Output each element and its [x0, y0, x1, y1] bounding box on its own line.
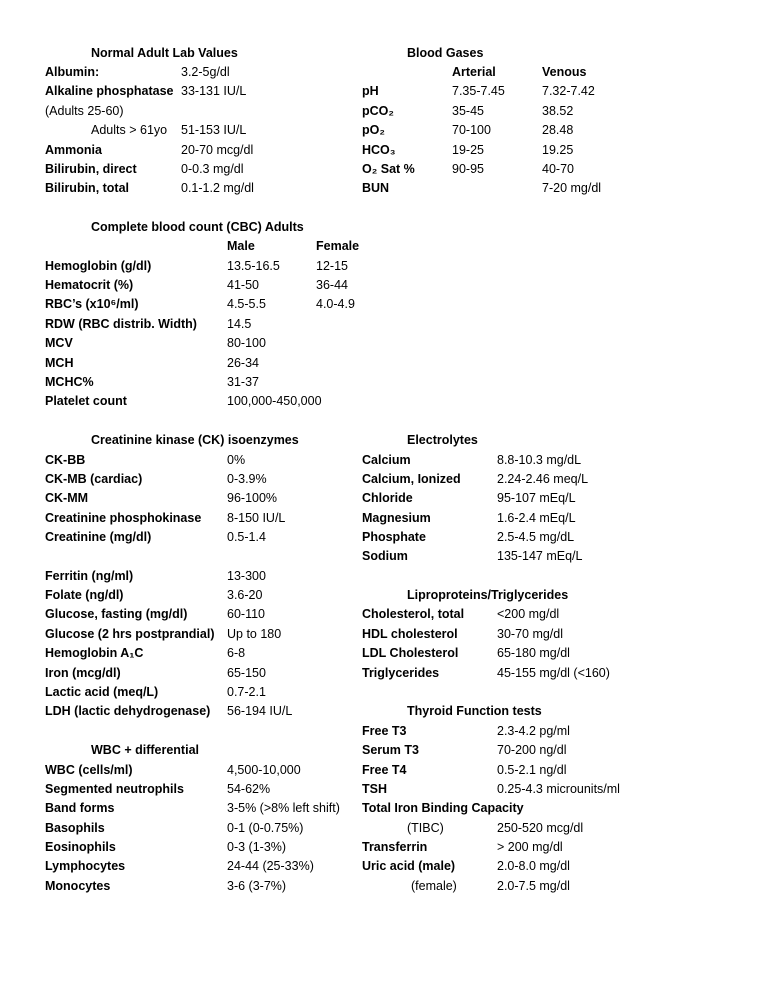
- lactic-label: Lactic acid (meq/L): [45, 685, 159, 699]
- glucose-pp-value: Up to 180: [227, 627, 282, 641]
- cholesterol-total-value: <200 mg/dl: [497, 607, 560, 621]
- pco2-arterial: 35-45: [452, 104, 484, 118]
- ldl-value: 65-180 mg/dl: [497, 646, 570, 660]
- sodium-label: Sodium: [362, 549, 408, 563]
- lipids-title: Liproproteins/Triglycerides: [407, 588, 569, 602]
- ammonia-value: 20-70 mcg/dl: [181, 143, 254, 157]
- hematocrit-male: 41-50: [227, 278, 259, 292]
- o2sat-arterial: 90-95: [452, 162, 484, 176]
- mch-value: 26-34: [227, 356, 259, 370]
- lymphocytes-value: 24-44 (25-33%): [227, 859, 314, 873]
- iron-value: 65-150: [227, 666, 266, 680]
- o2sat-venous: 40-70: [542, 162, 574, 176]
- sodium-value: 135-147 mEq/L: [497, 549, 583, 563]
- rbc-label: RBC’s (x10⁶/ml): [45, 297, 139, 311]
- po2-arterial: 70-100: [452, 123, 491, 137]
- glucose-fasting-value: 60-110: [227, 607, 265, 621]
- folate-value: 3.6-20: [227, 588, 263, 602]
- alk-phos-age-note: (Adults 25-60): [45, 104, 124, 118]
- free-t4-label: Free T4: [362, 763, 407, 777]
- po2-venous: 28.48: [542, 123, 574, 137]
- wbc-label: WBC (cells/ml): [45, 763, 133, 777]
- phosphate-value: 2.5-4.5 mg/dL: [497, 530, 575, 544]
- tibc-label: Total Iron Binding Capacity: [362, 801, 524, 815]
- triglycerides-label: Triglycerides: [362, 666, 440, 680]
- hemoglobin-label: Hemoglobin (g/dl): [45, 259, 152, 273]
- tibc-abbrev: (TIBC): [407, 821, 444, 835]
- mcv-label: MCV: [45, 336, 73, 350]
- hematocrit-female: 36-44: [316, 278, 348, 292]
- hco3-venous: 19.25: [542, 143, 574, 157]
- ph-arterial: 7.35-7.45: [452, 84, 505, 98]
- eosinophils-value: 0-3 (1-3%): [227, 840, 287, 854]
- rbc-female: 4.0-4.9: [316, 297, 355, 311]
- triglycerides-value: 45-155 mg/dl (<160): [497, 666, 610, 680]
- ck-mb-label: CK-MB (cardiac): [45, 472, 143, 486]
- cbc-col-male: Male: [227, 239, 255, 253]
- monocytes-label: Monocytes: [45, 879, 111, 893]
- magnesium-value: 1.6-2.4 mEq/L: [497, 511, 576, 525]
- ck-bb-label: CK-BB: [45, 453, 86, 467]
- rbc-male: 4.5-5.5: [227, 297, 266, 311]
- ck-mm-value: 96-100%: [227, 491, 278, 505]
- alk-phos-value: 33-131 IU/L: [181, 84, 247, 98]
- ldh-value: 56-194 IU/L: [227, 704, 293, 718]
- wbc-title: WBC + differential: [91, 743, 199, 757]
- rdw-label: RDW (RBC distrib. Width): [45, 317, 197, 331]
- cpk-label: Creatinine phosphokinase: [45, 511, 202, 525]
- hco3-arterial: 19-25: [452, 143, 484, 157]
- bands-label: Band forms: [45, 801, 115, 815]
- mchc-label: MCHC%: [45, 375, 94, 389]
- creatinine-value: 0.5-1.4: [227, 530, 266, 544]
- cholesterol-total-label: Cholesterol, total: [362, 607, 465, 621]
- electrolytes-title: Electrolytes: [407, 433, 478, 447]
- transferrin-label: Transferrin: [362, 840, 428, 854]
- hdl-label: HDL cholesterol: [362, 627, 458, 641]
- tibc-value: 250-520 mcg/dl: [497, 821, 584, 835]
- pco2-label: pCO₂: [362, 104, 394, 118]
- hba1c-label: Hemoglobin A₁C: [45, 646, 144, 660]
- bun-label: BUN: [362, 181, 390, 195]
- tsh-value: 0.25-4.3 microunits/ml: [497, 782, 620, 796]
- ck-mb-value: 0-3.9%: [227, 472, 267, 486]
- mcv-value: 80-100: [227, 336, 266, 350]
- ph-label: pH: [362, 84, 379, 98]
- ldh-label: LDH (lactic dehydrogenase): [45, 704, 211, 718]
- normal-title: Normal Adult Lab Values: [91, 46, 238, 60]
- bili-direct-label: Bilirubin, direct: [45, 162, 137, 176]
- neutrophils-value: 54-62%: [227, 782, 271, 796]
- serum-t3-label: Serum T3: [362, 743, 419, 757]
- free-t3-label: Free T3: [362, 724, 407, 738]
- serum-t3-value: 70-200 ng/dl: [497, 743, 567, 757]
- eosinophils-label: Eosinophils: [45, 840, 116, 854]
- creatinine-label: Creatinine (mg/dl): [45, 530, 152, 544]
- ck-mm-label: CK-MM: [45, 491, 89, 505]
- platelet-value: 100,000-450,000: [227, 394, 322, 408]
- calcium-ionized-label: Calcium, Ionized: [362, 472, 461, 486]
- transferrin-value: > 200 mg/dl: [497, 840, 563, 854]
- calcium-ionized-value: 2.24-2.46 meq/L: [497, 472, 589, 486]
- albumin-value: 3.2-5g/dl: [181, 65, 230, 79]
- cbc-col-female: Female: [316, 239, 360, 253]
- thyroid-title: Thyroid Function tests: [407, 704, 542, 718]
- gases-col-venous: Venous: [542, 65, 587, 79]
- calcium-value: 8.8-10.3 mg/dL: [497, 453, 582, 467]
- albumin-label: Albumin:: [45, 65, 100, 79]
- ph-venous: 7.32-7.42: [542, 84, 595, 98]
- free-t4-value: 0.5-2.1 ng/dl: [497, 763, 567, 777]
- lactic-value: 0.7-2.1: [227, 685, 266, 699]
- ldl-label: LDL Cholesterol: [362, 646, 459, 660]
- basophils-label: Basophils: [45, 821, 105, 835]
- alk-phos-label: Alkaline phosphatase: [45, 84, 174, 98]
- neutrophils-label: Segmented neutrophils: [45, 782, 184, 796]
- chloride-value: 95-107 mEq/L: [497, 491, 576, 505]
- basophils-value: 0-1 (0-0.75%): [227, 821, 304, 835]
- glucose-pp-label: Glucose (2 hrs postprandial): [45, 627, 215, 641]
- iron-label: Iron (mcg/dl): [45, 666, 121, 680]
- bili-total-label: Bilirubin, total: [45, 181, 130, 195]
- bili-total-value: 0.1-1.2 mg/dl: [181, 181, 254, 195]
- ferritin-value: 13-300: [227, 569, 266, 583]
- platelet-label: Platelet count: [45, 394, 127, 408]
- hdl-value: 30-70 mg/dl: [497, 627, 564, 641]
- rdw-value: 14.5: [227, 317, 252, 331]
- hco3-label: HCO₃: [362, 143, 396, 157]
- mchc-value: 31-37: [227, 375, 259, 389]
- cpk-value: 8-150 IU/L: [227, 511, 286, 525]
- ammonia-label: Ammonia: [45, 143, 102, 157]
- phosphate-label: Phosphate: [362, 530, 426, 544]
- gases-col-arterial: Arterial: [452, 65, 496, 79]
- calcium-label: Calcium: [362, 453, 411, 467]
- pco2-venous: 38.52: [542, 104, 574, 118]
- alk-phos-older-value: 51-153 IU/L: [181, 123, 247, 137]
- ck-bb-value: 0%: [227, 453, 246, 467]
- magnesium-label: Magnesium: [362, 511, 431, 525]
- hemoglobin-male: 13.5-16.5: [227, 259, 280, 273]
- uric-male-label: Uric acid (male): [362, 859, 456, 873]
- uric-male-value: 2.0-8.0 mg/dl: [497, 859, 570, 873]
- bands-value: 3-5% (>8% left shift): [227, 801, 340, 815]
- alk-phos-older-label: Adults > 61yo: [91, 123, 168, 137]
- cbc-title: Complete blood count (CBC) Adults: [91, 220, 304, 234]
- free-t3-value: 2.3-4.2 pg/ml: [497, 724, 570, 738]
- uric-female-value: 2.0-7.5 mg/dl: [497, 879, 570, 893]
- ck-title: Creatinine kinase (CK) isoenzymes: [91, 433, 299, 447]
- wbc-value: 4,500-10,000: [227, 763, 301, 777]
- o2sat-label: O₂ Sat %: [362, 162, 415, 176]
- glucose-fasting-label: Glucose, fasting (mg/dl): [45, 607, 188, 621]
- uric-female-label: (female): [411, 879, 457, 893]
- tsh-label: TSH: [362, 782, 387, 796]
- chloride-label: Chloride: [362, 491, 413, 505]
- hematocrit-label: Hematocrit (%): [45, 278, 134, 292]
- gases-title: Blood Gases: [407, 46, 484, 60]
- mch-label: MCH: [45, 356, 74, 370]
- bili-direct-value: 0-0.3 mg/dl: [181, 162, 244, 176]
- monocytes-value: 3-6 (3-7%): [227, 879, 287, 893]
- bun-value: 7-20 mg/dl: [542, 181, 602, 195]
- folate-label: Folate (ng/dl): [45, 588, 124, 602]
- lymphocytes-label: Lymphocytes: [45, 859, 126, 873]
- po2-label: pO₂: [362, 123, 385, 137]
- hba1c-value: 6-8: [227, 646, 246, 660]
- hemoglobin-female: 12-15: [316, 259, 348, 273]
- ferritin-label: Ferritin (ng/ml): [45, 569, 134, 583]
